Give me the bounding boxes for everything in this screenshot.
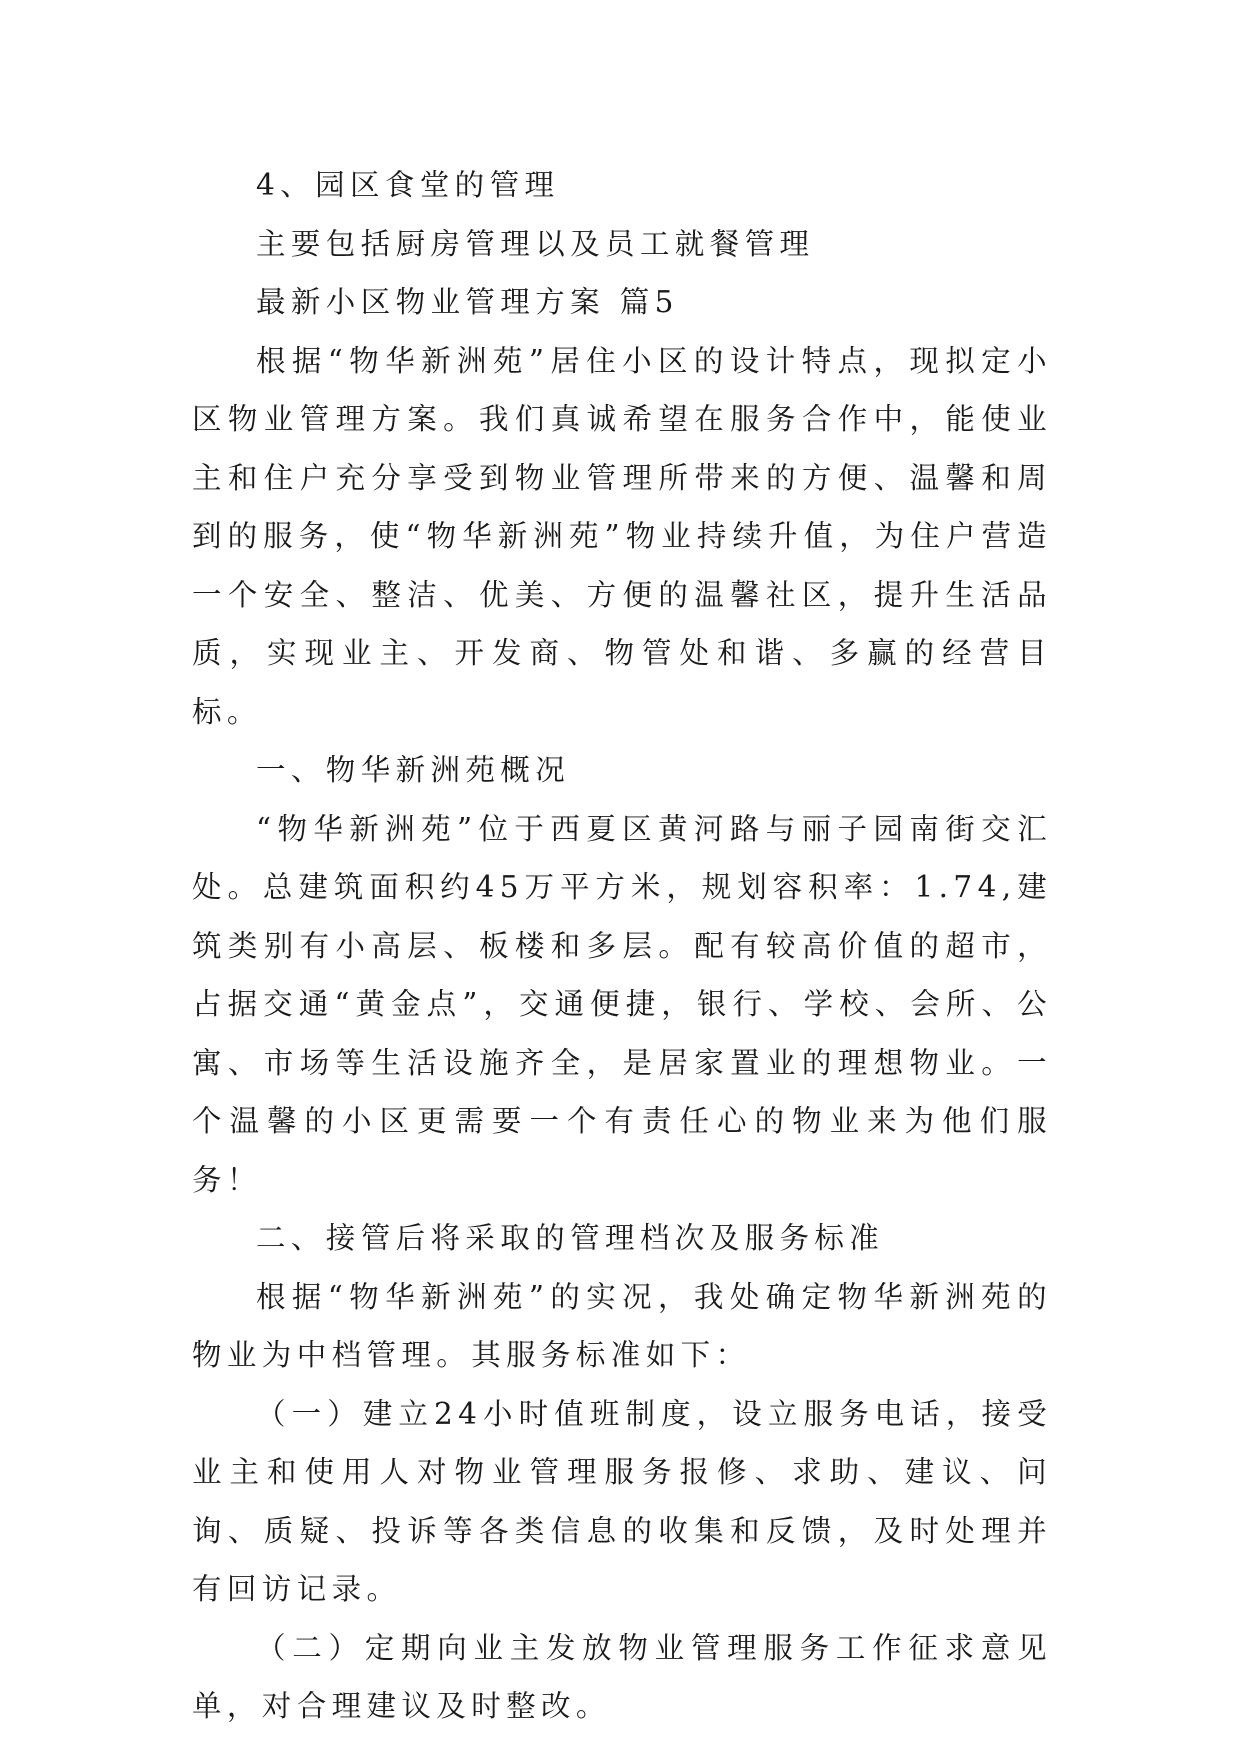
paragraph-canteen-heading: 4、园区食堂的管理	[256, 168, 560, 202]
paragraph-intro: 根据“物华新洲苑”居住小区的设计特点，现拟定小区物业管理方案。我们真诚希望在服务合作中，能使业主和住户充分享受到物业管理所带来的方便、温馨和周到的服务，使“物华新洲苑”物业持续升值，为住户营造一个安全、整洁、优美、方便的温馨社区，提升生活品质，实现业主、开发商、物管处和谐、多赢的经营目标。	[192, 343, 1052, 729]
paragraph-canteen-content: 主要包括厨房管理以及员工就餐管理	[256, 226, 815, 261]
paragraph-heading-overview: 一、物华新洲苑概况	[256, 753, 571, 787]
paragraph-heading-standards: 二、接管后将采取的管理档次及服务标准	[256, 1221, 885, 1255]
document-page	[192, 156, 1052, 1736]
paragraph-section-title: 最新小区物业管理方案 篇5	[256, 285, 679, 319]
paragraph-overview: “物华新洲苑”位于西夏区黄河路与丽子园南街交汇处。总建筑面积约45万平方米，规划容积率：1.74,建筑类别有小高层、板楼和多层。配有较高价值的超市，占据交通“黄金点”，交通便捷，银行、学校、会所、公寓、市场等生活设施齐全，是居家置业的理想物业。一个温馨的小区更需要一个有责任心的物业来为他们服务！	[192, 811, 1052, 1197]
paragraph-standards-intro: 根据“物华新洲苑”的实况，我处确定物华新洲苑的物业为中档管理。其服务标准如下：	[192, 1279, 1052, 1372]
paragraph-standard-1: （一）建立24小时值班制度，设立服务电话，接受业主和使用人对物业管理服务报修、求助、建议、问询、质疑、投诉等各类信息的收集和反馈，及时处理并有回访记录。	[192, 1396, 1052, 1606]
paragraph-standard-2: （二）定期向业主发放物业管理服务工作征求意见单，对合理建议及时整改。	[192, 1630, 1052, 1723]
